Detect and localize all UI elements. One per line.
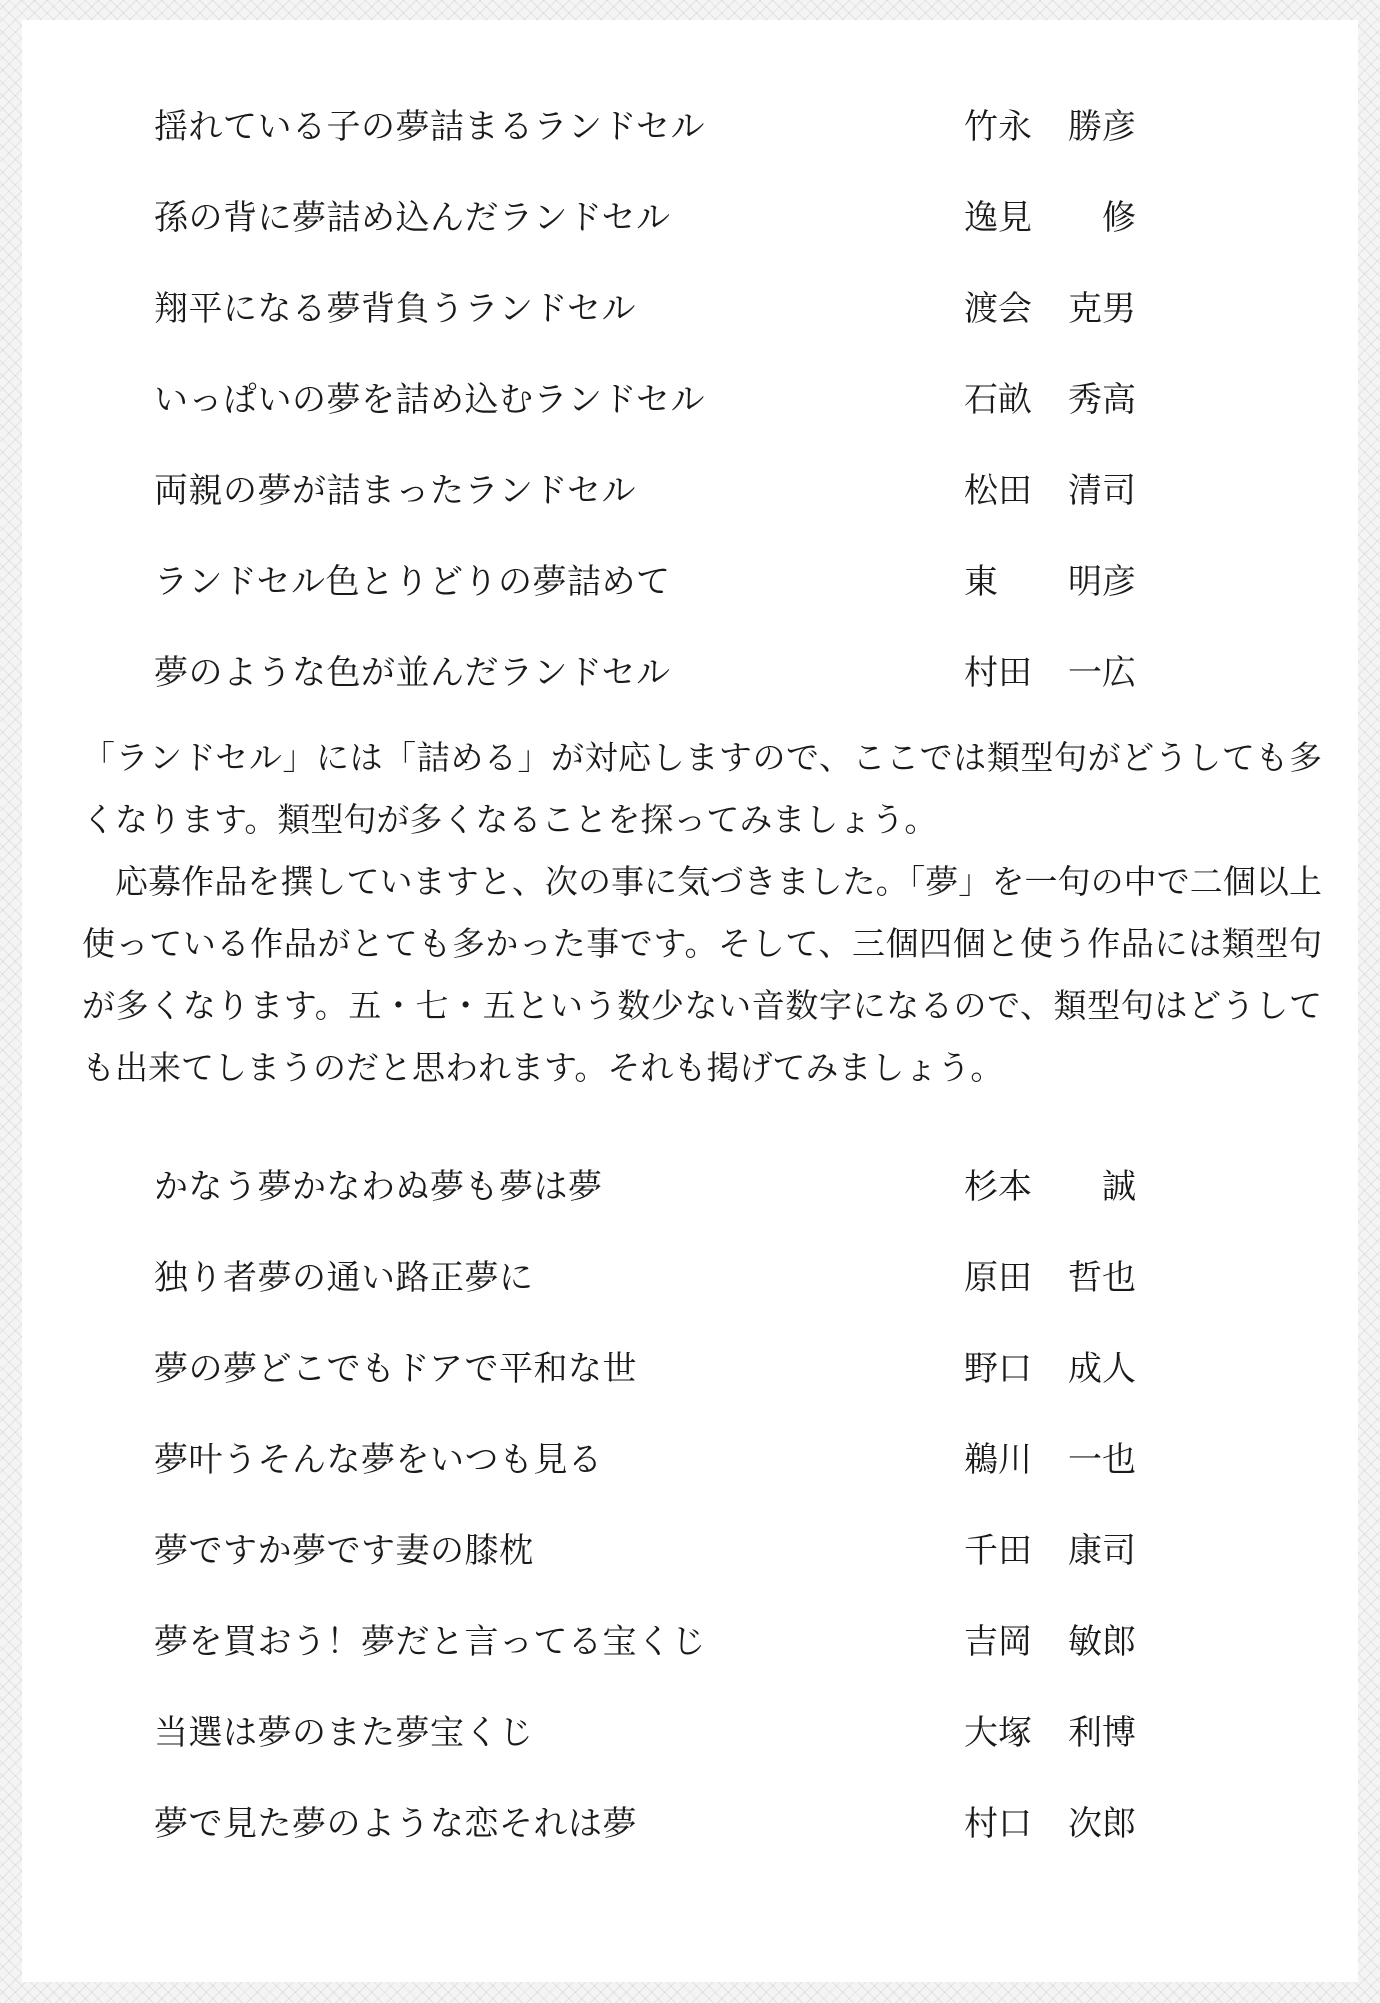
author-family-name: 村口	[964, 1804, 1032, 1844]
author-given-name: 成人	[1068, 1349, 1136, 1389]
poem-author	[964, 193, 1136, 243]
author-family-name: 野口	[964, 1349, 1032, 1389]
author-family-name: 松田	[964, 471, 1032, 511]
author-given-name: 一広	[1068, 653, 1136, 693]
poem-author	[964, 557, 1136, 607]
poem-verse: 夢ですか夢です妻の膝枕	[154, 1531, 534, 1571]
poem-author	[964, 648, 1136, 698]
poem-row	[154, 1708, 1154, 1799]
poem-verse: 夢叶うそんな夢をいつも見る	[154, 1440, 603, 1480]
author-given-name: 修	[1102, 198, 1136, 238]
poem-row	[154, 557, 1154, 648]
poem-row	[154, 1253, 1154, 1344]
author-given-name: 勝彦	[1068, 107, 1136, 147]
poem-author	[964, 1344, 1136, 1394]
author-family-name: 千田	[964, 1531, 1032, 1571]
commentary-paragraph: 「ランドセル」には「詰める」が対応しますので、ここでは類型句がどうしても多くなります。類型句が多くなることを探ってみましょう。	[82, 738, 1322, 839]
poem-author	[964, 1526, 1136, 1576]
poem-verse: 孫の背に夢詰め込んだランドセル	[154, 198, 671, 238]
author-family-name: 逸見	[964, 198, 1032, 238]
poem-list-randoseru	[154, 102, 1154, 739]
author-given-name: 明彦	[1068, 562, 1136, 602]
author-given-name: 清司	[1068, 471, 1136, 511]
commentary	[82, 727, 1322, 1099]
author-family-name: 原田	[964, 1258, 1032, 1298]
poem-verse: 翔平になる夢背負うランドセル	[154, 289, 636, 329]
poem-verse: かなう夢かなわぬ夢も夢は夢	[154, 1167, 603, 1207]
poem-verse: 夢を買おう！夢だと言ってる宝くじ	[154, 1622, 706, 1662]
poem-author	[964, 102, 1136, 152]
poem-row	[154, 1435, 1154, 1526]
author-family-name: 杉本	[964, 1167, 1032, 1207]
poem-author	[964, 1799, 1136, 1849]
poem-row	[154, 1526, 1154, 1617]
author-given-name: 誠	[1102, 1167, 1136, 1207]
poem-verse: 夢の夢どこでもドアで平和な世	[154, 1349, 637, 1389]
poem-row	[154, 1617, 1154, 1708]
poem-verse: 独り者夢の通い路正夢に	[154, 1258, 534, 1298]
poem-verse: ランドセル色とりどりの夢詰めて	[154, 562, 671, 602]
poem-author	[964, 1435, 1136, 1485]
poem-row	[154, 193, 1154, 284]
author-given-name: 哲也	[1068, 1258, 1136, 1298]
poem-row	[154, 375, 1154, 466]
author-given-name: 康司	[1068, 1531, 1136, 1571]
poem-row	[154, 1344, 1154, 1435]
poem-verse: 両親の夢が詰まったランドセル	[154, 471, 636, 511]
author-family-name: 渡会	[964, 289, 1032, 329]
author-given-name: 敏郎	[1068, 1622, 1136, 1662]
author-given-name: 利博	[1068, 1713, 1136, 1753]
poem-author	[964, 1708, 1136, 1758]
poem-list-yume	[154, 1162, 1154, 1890]
poem-row	[154, 1162, 1154, 1253]
poem-verse: 夢で見た夢のような恋それは夢	[154, 1804, 637, 1844]
poem-verse: 揺れている子の夢詰まるランドセル	[154, 107, 705, 147]
poem-row	[154, 466, 1154, 557]
author-family-name: 竹永	[964, 107, 1032, 147]
poem-author	[964, 1162, 1136, 1212]
poem-row	[154, 284, 1154, 375]
poem-verse: いっぱいの夢を詰め込むランドセル	[154, 380, 705, 420]
author-family-name: 大塚	[964, 1713, 1032, 1753]
author-family-name: 吉岡	[964, 1622, 1032, 1662]
document-page	[22, 20, 1358, 1982]
author-given-name: 次郎	[1068, 1804, 1136, 1844]
author-given-name: 一也	[1068, 1440, 1136, 1480]
author-family-name: 鵜川	[964, 1440, 1032, 1480]
poem-author	[964, 1617, 1136, 1667]
poem-author	[964, 375, 1136, 425]
author-given-name: 克男	[1068, 289, 1136, 329]
commentary-paragraph: 応募作品を撰していますと、次の事に気づきました。「夢」を一句の中で二個以上使っている作品がとても多かった事です。そして、三個四個と使う作品には類型句が多くなります。五・七・五という数少ない音数字になるので、類型句はどうしても出来てしまうのだと思われます。それも掲げてみましょう。	[82, 862, 1323, 1087]
poem-row	[154, 102, 1154, 193]
poem-verse: 当選は夢のまた夢宝くじ	[154, 1713, 534, 1753]
poem-row	[154, 648, 1154, 739]
author-family-name: 村田	[964, 653, 1032, 693]
author-family-name: 石畝	[964, 380, 1032, 420]
author-family-name: 東	[964, 562, 998, 602]
poem-verse: 夢のような色が並んだランドセル	[154, 653, 671, 693]
poem-row	[154, 1799, 1154, 1890]
poem-author	[964, 466, 1136, 516]
poem-author	[964, 1253, 1136, 1303]
poem-author	[964, 284, 1136, 334]
author-given-name: 秀高	[1068, 380, 1136, 420]
